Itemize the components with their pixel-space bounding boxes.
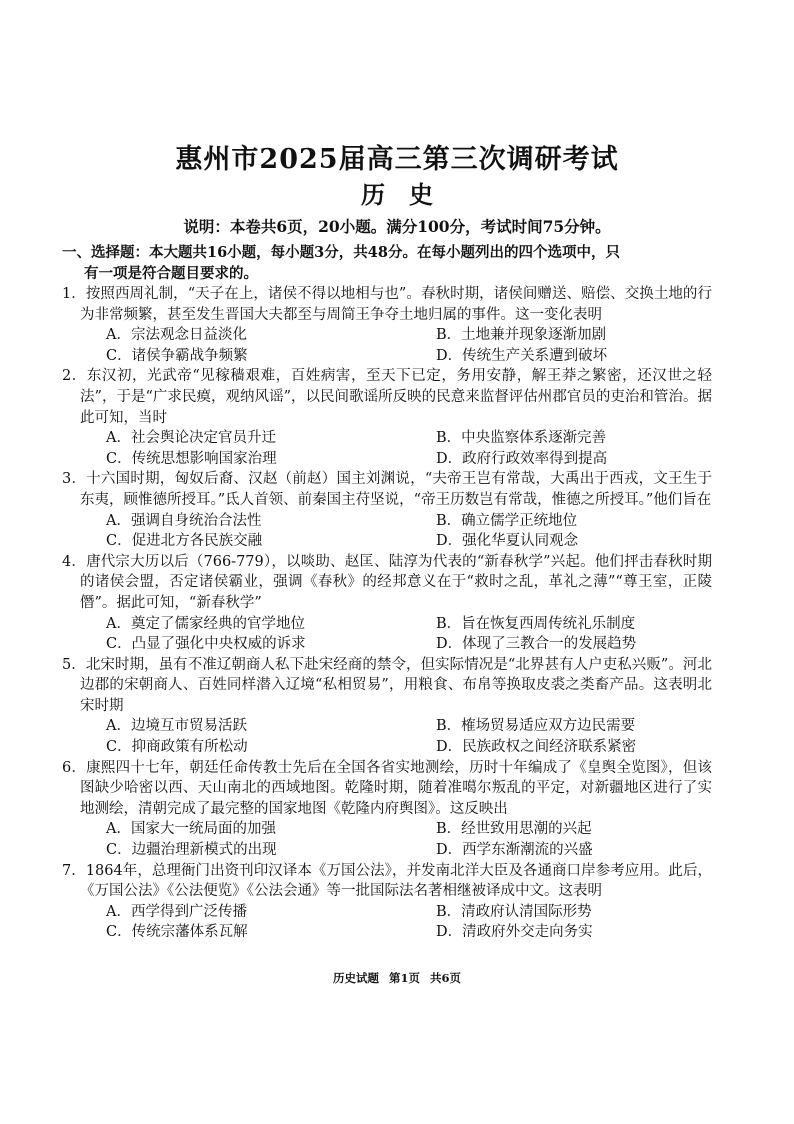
question-stem: 5．北宋时期，虽有不准辽朝商人私下赴宋经商的禁令，但实际情况是“北界甚有人户吏私兴贩”。河北边郡的宋朝商人、百姓同样潜入辽境“私相贸易”，用粮食、布帛等换取皮裘之类畜产品。这表明北宋时期 [62,656,712,714]
page-footer: 历史试题 第1页 共6页 [332,971,461,985]
option-b: B．清政府认清国际形势 [436,903,592,920]
option-b: B．经世致用思潮的兴起 [436,821,592,838]
question-1 [62,284,712,366]
option-c: C．促进北方各民族交融 [106,533,263,550]
option-grid [62,511,712,552]
option-d: D．传统生产关系遭到破坏 [436,347,608,364]
option-a: A．边境互市贸易活跃 [106,718,247,735]
option-c: C．诸侯争霸战争频繁 [106,347,248,364]
question-5 [62,655,712,758]
option-grid [62,428,712,469]
option-d: D．强化华夏认同观念 [436,533,579,550]
option-a: A．西学得到广泛传播 [106,903,247,920]
option-b: B．旨在恢复西周传统礼乐制度 [436,615,636,632]
option-grid [62,325,712,366]
option-grid [62,716,712,757]
option-a: A．社会舆论决定官员升迁 [106,430,276,447]
option-grid [62,902,712,943]
option-c: C．抑商政策有所松动 [106,739,248,756]
section-heading [62,242,712,284]
option-d: D．民族政权之间经济联系紧密 [436,739,637,756]
option-c: C．凸显了强化中央权威的诉求 [106,636,306,653]
option-d: D．清政府外交走向务实 [436,924,593,941]
question-6 [62,758,712,861]
option-c: C．传统思想影响国家治理 [106,450,277,467]
section-heading-line2: 有一项是符合题目要求的。 [84,265,258,282]
question-stem: 3．十六国时期，匈奴后裔、汉赵（前赵）国主刘渊说，“夫帝王岂有常哉，大禹出于西戎，文王生于东夷，顾惟德所授耳。”氐人首领、前秦国主苻坚说，“帝王历数岂有常哉，惟德之所授耳。”他们旨在 [62,471,712,508]
option-b: B．土地兼并现象逐渐加剧 [436,327,607,344]
question-stem: 7．1864年，总理衙门出资刊印汉译本《万国公法》，并发南北洋大臣及各通商口岸参考应用。此后，《万国公法》《公法便览》《公法会通》等一批国际法名著相继被译成中文。这表明 [62,862,712,900]
option-a: A．奠定了儒家经典的官学地位 [106,615,305,632]
option-a: A．宗法观念日益淡化 [106,327,247,344]
exam-instructions: 说明：本卷共6页，20小题。满分100分，考试时间75分钟。 [183,217,611,236]
option-grid [62,819,712,860]
exam-title: 惠州市2025届高三第三次调研考试 [175,144,619,175]
option-b: B．确立儒学正统地位 [436,512,578,529]
option-d: D．体现了三教合一的发展趋势 [436,636,637,653]
question-stem: 4．唐代宗大历以后（766-779），以啖助、赵匡、陆淳为代表的“新春秋学”兴起。他们抨击春秋时期的诸侯会盟，否定诸侯霸业，强调《春秋》的经邦意义在于“救时之乱，革礼之薄”“尊王室，正陵僭”。据此可知，“新春秋学” [62,553,712,611]
question-7 [62,861,712,943]
question-stem: 6．康熙四十七年，朝廷任命传教士先后在全国各省实地测绘，历时十年编成了《皇舆全览图》，但该图缺少哈密以西、天山南北的西域地图。乾隆时期，随着准噶尔叛乱的平定，对新疆地区进行了实地测绘，清朝完成了最完整的国家地图《乾隆内府舆图》。这反映出 [62,759,712,817]
section-heading-line1: 一、选择题：本大题共16小题，每小题3分，共48分。在每小题列出的四个选项中，只 [62,244,620,261]
question-stem: 2．东汉初，光武帝“见稼穑艰难，百姓病害，至天下已定，务用安静，解王莽之繁密，还汉世之轻法”，于是“广求民瘼，观纳风谣”，以民间歌谣所反映的民意来监督评估州郡官员的吏治和管治。据此可知，当时 [62,368,712,426]
option-d: D．西学东渐潮流的兴盛 [436,842,593,859]
option-a: A．强调自身统治合法性 [106,512,262,529]
option-c: C．传统宗藩体系瓦解 [106,924,248,941]
question-list [62,284,712,943]
option-d: D．政府行政效率得到提高 [436,450,608,467]
question-2 [62,366,712,469]
option-grid [62,614,712,655]
question-4 [62,552,712,655]
option-c: C．边疆治理新模式的出现 [106,842,277,859]
option-b: B．榷场贸易适应双方边民需要 [436,718,636,735]
question-3 [62,469,712,551]
option-a: A．国家大一统局面的加强 [106,821,276,838]
option-b: B．中央监察体系逐渐完善 [436,430,607,447]
subject-title: 历史 [361,180,457,209]
question-stem: 1．按照西周礼制，“天子在上，诸侯不得以地相与也”。春秋时期，诸侯间赠送、赔偿、交换土地的行为非常频繁，甚至发生晋国大夫都至与周简王争夺土地归属的事件。这一变化表明 [62,286,712,323]
